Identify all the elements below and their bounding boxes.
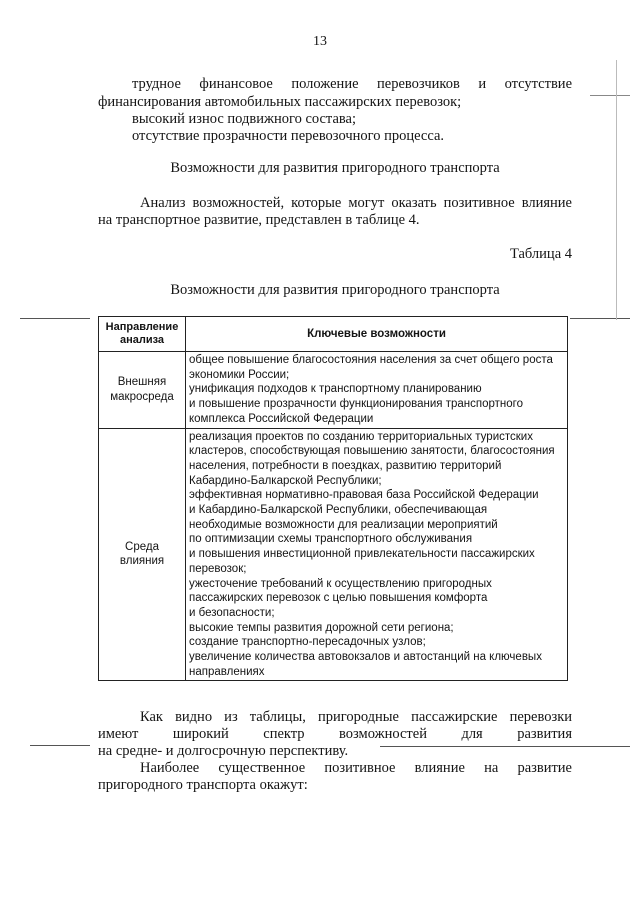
intro-line-2: финансирования автомобильных пассажирских перевозок; xyxy=(98,94,462,110)
scan-artifact-line xyxy=(30,745,90,746)
row-1-direction: Внешняя макросреда xyxy=(99,352,186,429)
row-2-opportunities: реализация проектов по созданию территориальных туристских кластеров, способствующая повышению занятости, благосостояния населения, потребности в поездках, развитию территорий Кабардино-Балкарской Республики; эффективная нормативно-правовая база Российской Федерации и Кабардино-Балкарской Республики, обеспечивающая необходимые возможности для реализации мероприятий по оптимизации схемы транспортного обслуживания и повышения инвестиционной привлекательности пассажирских перевозок; ужесточение требований к осуществлению пригородных пассажирских перевозок с целью повышения комфорта и безопасности; высокие темпы развития дорожной сети региона; создание транспортно-пересадочных узлов; увеличение количества автовокзалов и автостанций на ключевых направлениях xyxy=(186,428,568,681)
header-direction: Направление анализа xyxy=(99,317,186,352)
scan-artifact-edge xyxy=(616,60,617,320)
page-number: 13 xyxy=(313,34,327,49)
analysis-line-2: на транспортное развитие, представлен в таблице 4. xyxy=(98,212,420,228)
conclusion-line-4: Наиболее существенное позитивное влияние на развитие xyxy=(140,760,572,776)
conclusion-line-1: Как видно из таблицы, пригородные пассажирские перевозки xyxy=(140,709,572,725)
intro-line-1: трудное финансовое положение перевозчиков и отсутствие xyxy=(132,76,572,92)
table-label: Таблица 4 xyxy=(509,246,572,262)
scan-artifact-line xyxy=(590,95,630,96)
conclusion-line-3: на средне- и долгосрочную перспективу. xyxy=(98,743,349,759)
row-1-opportunities: общее повышение благосостояния населения за счет общего роста экономики России; унификация подходов к транспортному планированию и повышение прозрачности функционирования транспортного комплекса Российской Федерации xyxy=(186,352,568,429)
conclusion-line-2: имеют широкий спектр возможностей для развития xyxy=(98,726,572,742)
scan-artifact-line xyxy=(570,318,630,319)
conclusion-line-5: пригородного транспорта окажут: xyxy=(98,777,308,793)
scan-artifact-line xyxy=(20,318,90,319)
intro-line-4: отсутствие прозрачности перевозочного процесса. xyxy=(132,128,445,144)
analysis-line-1: Анализ возможностей, которые могут оказать позитивное влияние xyxy=(140,195,572,211)
intro-line-3: высокий износ подвижного состава; xyxy=(132,111,356,127)
table-title: Возможности для развития пригородного транспорта xyxy=(170,282,500,298)
section-heading: Возможности для развития пригородного транспорта xyxy=(170,160,500,176)
opportunities-table xyxy=(98,316,568,681)
header-opportunities: Ключевые возможности xyxy=(186,317,568,352)
row-2-direction: Среда влияния xyxy=(99,428,186,681)
